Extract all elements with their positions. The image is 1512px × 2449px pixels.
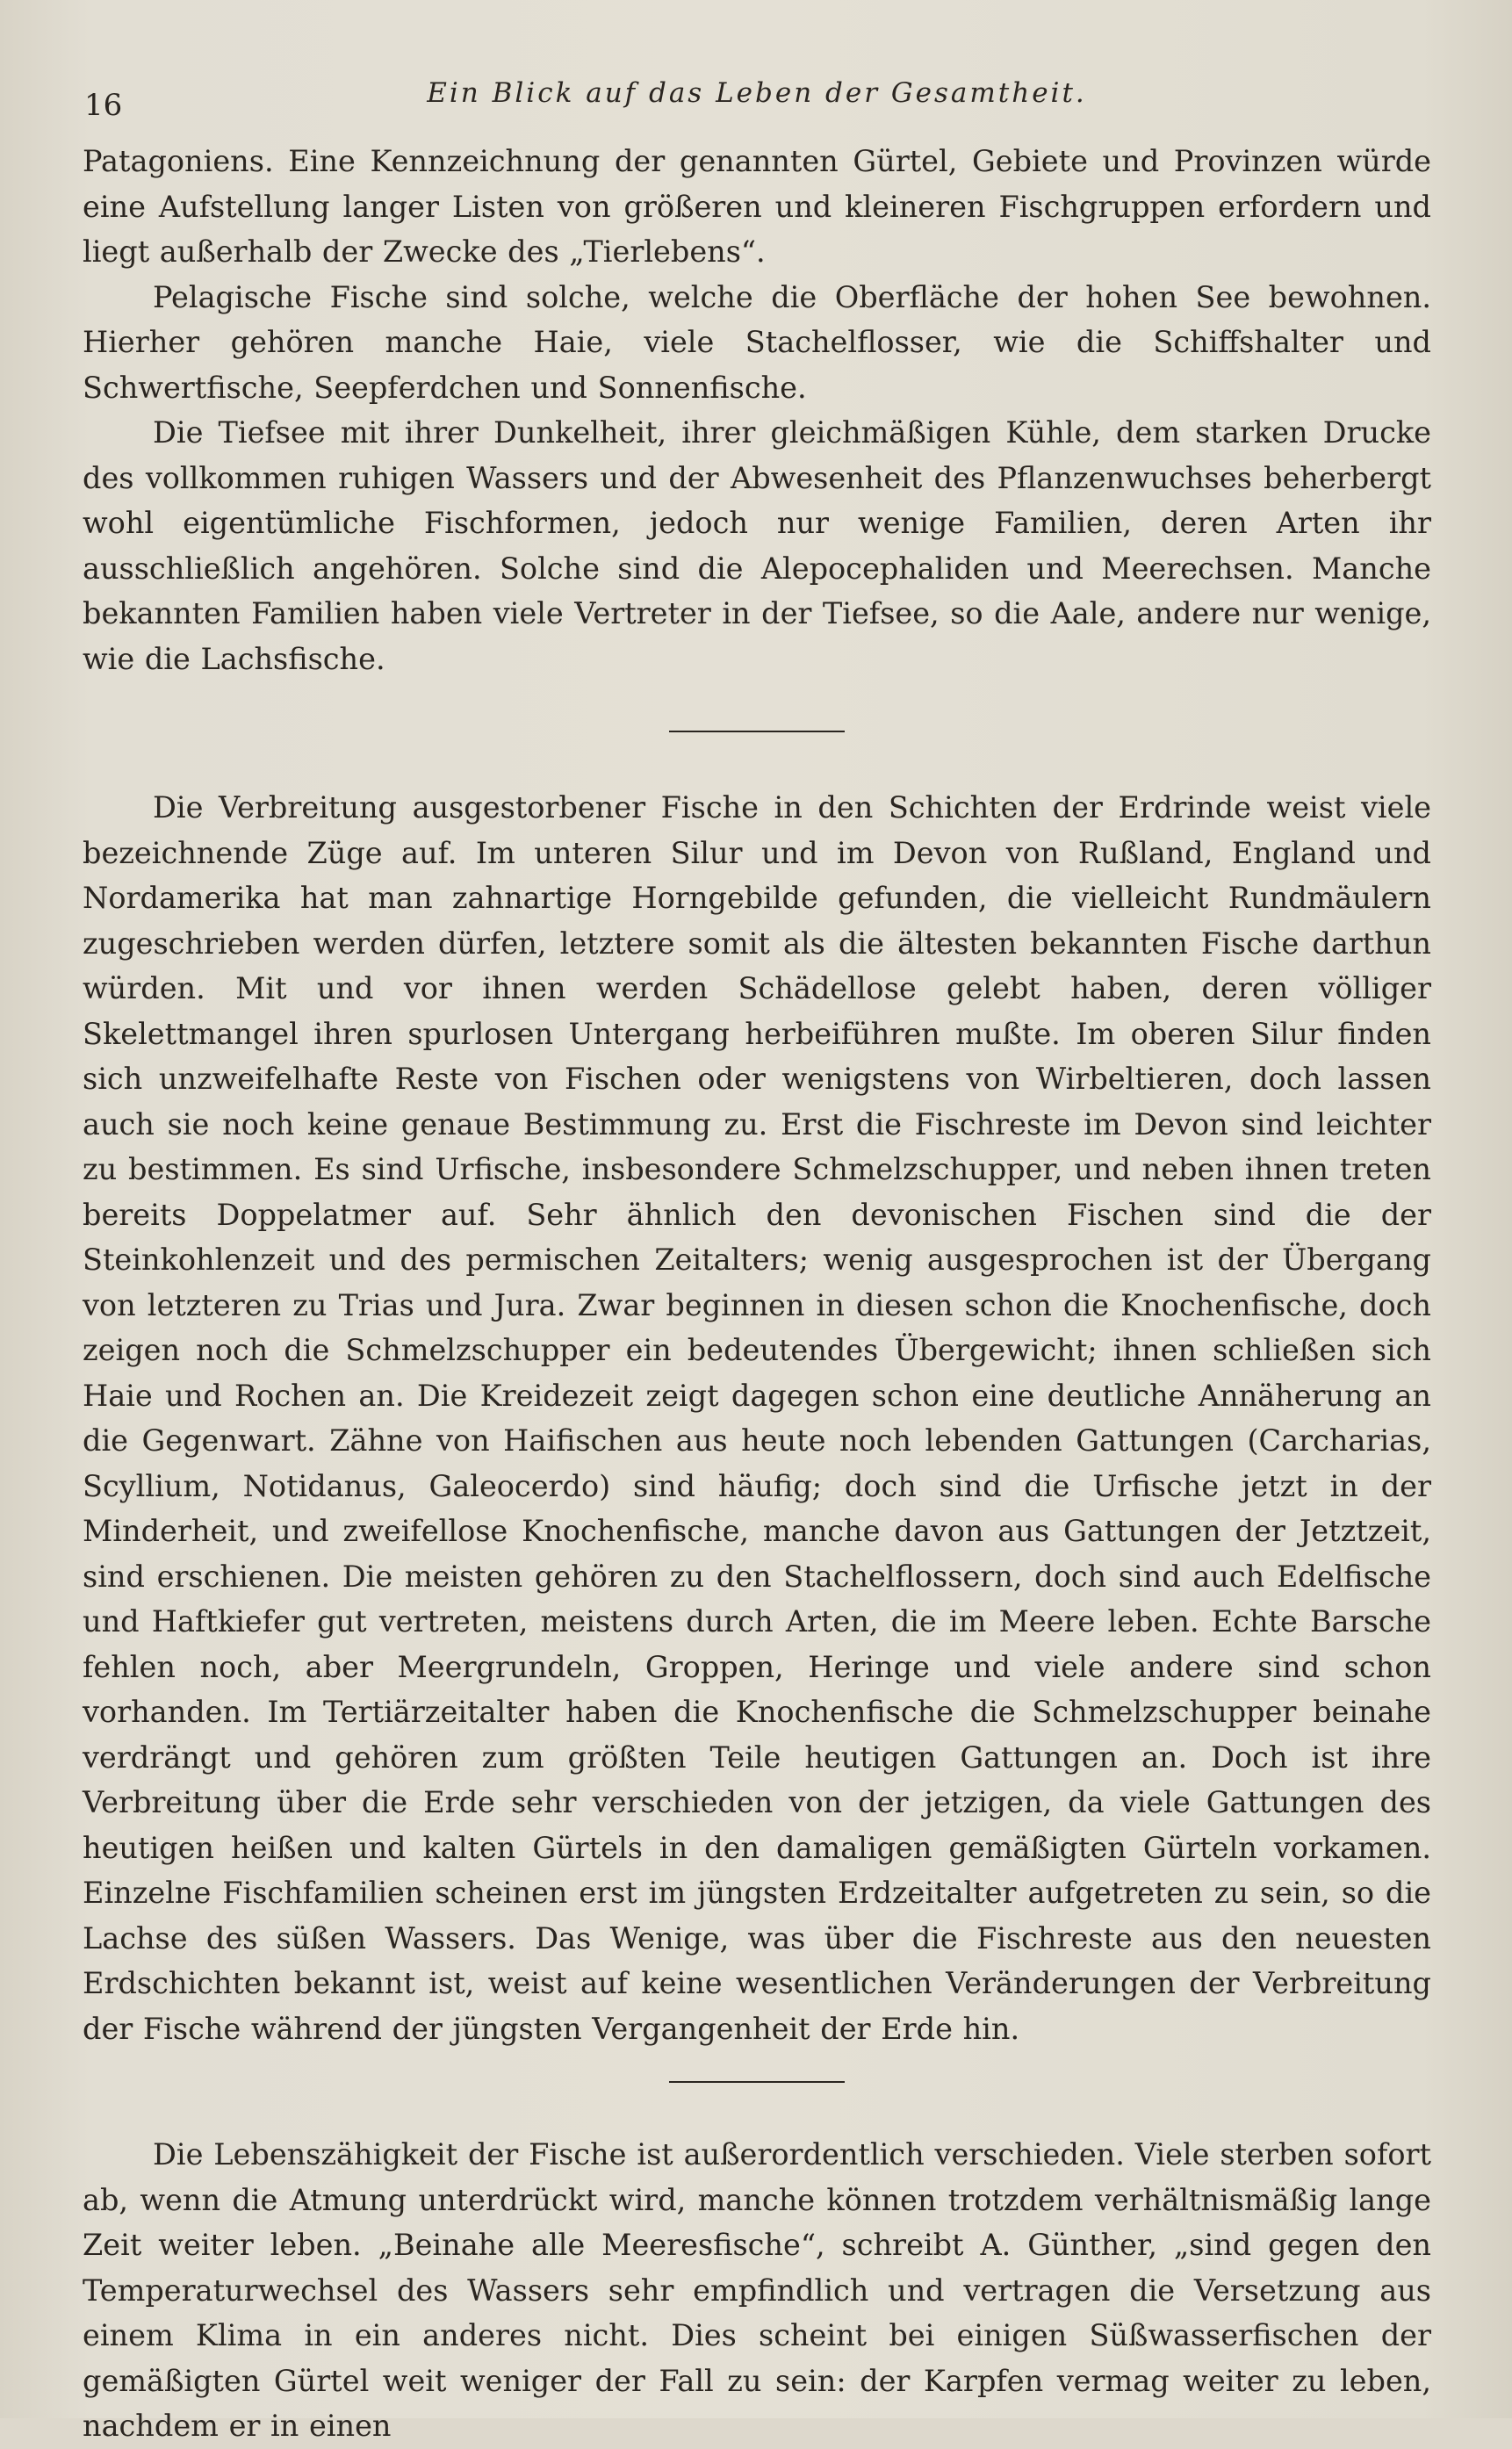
paragraph-patagonia-continuation: Patagoniens. Eine Kennzeichnung der genannten Gürtel, Gebiete und Provinzen würde eine Aufstellung langer Listen von größeren und kleineren Fischgruppen erfordern und liegt außerhalb der Zwecke des „Tierlebens“. [83,144,1431,269]
paragraph-vitality-of-fish: Die Lebenszähigkeit der Fische ist außerordentlich verschieden. Viele sterben sofort ab, wenn die Atmung unterdrückt wird, manche können trotzdem verhältnismäßig lange Zeit weiter leben. „Beinahe alle Meeresfische“, schreibt A. Günther, „sind gegen den Temperaturwechsel des Wassers sehr empfindlich und vertragen die Versetzung aus einem Klima in ein anderes nicht. Dies scheint bei einigen Süßwasserfischen der gemäßigten Gürtel weit weniger der Fall zu sein: der Karpfen vermag weiter zu leben, nachdem er in einen [83,2137,1431,2443]
body-text [83,139,1431,2449]
paragraph-deep-sea: Die Tiefsee mit ihrer Dunkelheit, ihrer gleichmäßigen Kühle, dem starken Drucke des vollkommen ruhigen Wassers und der Abwesenheit des Pflanzenwuchses beherbergt wohl eigentümliche Fischformen, jedoch nur wenige Familien, deren Arten ihr ausschließlich angehören. Solche sind die Alepocephaliden und Meerechsen. Manche bekannten Familien haben viele Vertreter in der Tiefsee, so die Aale, andere nur wenige, wie die Lachsfische. [83,415,1431,676]
running-title: Ein Blick auf das Leben der Gesamtheit. [427,77,1087,109]
paragraph-pelagic-fish: Pelagische Fische sind solche, welche die Oberfläche der hohen See bewohnen. Hierher gehören manche Haie, viele Stachelflosser, wie die Schiffshalter und Schwertfische, Seepferdchen und Sonnenfische. [83,279,1431,405]
section-divider-rule [669,731,845,732]
paragraph-extinct-fish-distribution: Die Verbreitung ausgestorbener Fische in den Schichten der Erdrinde weist viele bezeichnende Züge auf. Im unteren Silur und im Devon von Rußland, England und Nordamerika hat man zahnartige Horngebilde gefunden, die vielleicht Rundmäulern zugeschrieben werden dürfen, letztere somit als die ältesten bekannten Fische darthun würden. Mit und vor ihnen werden Schädellose gelebt haben, deren völliger Skelettmangel ihren spurlosen Untergang herbeiführen mußte. Im oberen Silur finden sich unzweifelhafte Reste von Fischen oder wenigstens von Wirbeltieren, doch lassen auch sie noch keine genaue Bestimmung zu. Erst die Fischreste im Devon sind leichter zu bestimmen. Es sind Urfische, insbesondere Schmelzschupper, und neben ihnen treten bereits Doppelatmer auf. Sehr ähnlich den devonischen Fischen sind die der Steinkohlenzeit und des permischen Zeitalters; wenig ausgesprochen ist der Übergang von letzteren zu Trias und Jura. Zwar beginnen in diesen schon die Knochenfische, doch zeigen noch die Schmelzschupper ein bedeutendes Übergewicht; ihnen schließen sich Haie und Rochen an. Die Kreidezeit zeigt dagegen schon eine deutliche Annäherung an die Gegenwart. Zähne von Haifischen aus heute noch lebenden Gattungen (Carcharias, Scyllium, Notidanus, Galeocerdo) sind häufig; doch sind die Urfische jetzt in der Minderheit, und zweifellose Knochenfische, manche davon aus Gattungen der Jetztzeit, sind erschienen. Die meisten gehören zu den Stachelflossern, doch sind auch Edelfische und Haftkiefer gut vertreten, meistens durch Arten, die im Meere leben. Echte Barsche fehlen noch, aber Meergrundeln, Groppen, Heringe und viele andere sind schon vorhanden. Im Tertiärzeitalter haben die Knochenfische die Schmelzschupper beinahe verdrängt und gehören zum größten Teile heutigen Gattungen an. Doch ist ihre Verbreitung über die Erde sehr verschieden von der jetzigen, da viele Gattungen des heutigen heißen und kalten Gürtels in den damaligen gemäßigten Gürteln vorkamen. Einzelne Fischfamilien scheinen erst im jüngsten Erdzeitalter aufgetreten zu sein, so die Lachse des süßen Wassers. Das Wenige, was über die Fischreste aus den neuesten Erdschichten bekannt ist, weist auf keine wesentlichen Veränderungen der Verbreitung der Fische während der jüngsten Vergangenheit der Erde hin. [83,790,1431,2046]
section-divider-rule [669,2081,845,2083]
page-number: 16 [84,88,123,123]
running-head [83,77,1431,139]
